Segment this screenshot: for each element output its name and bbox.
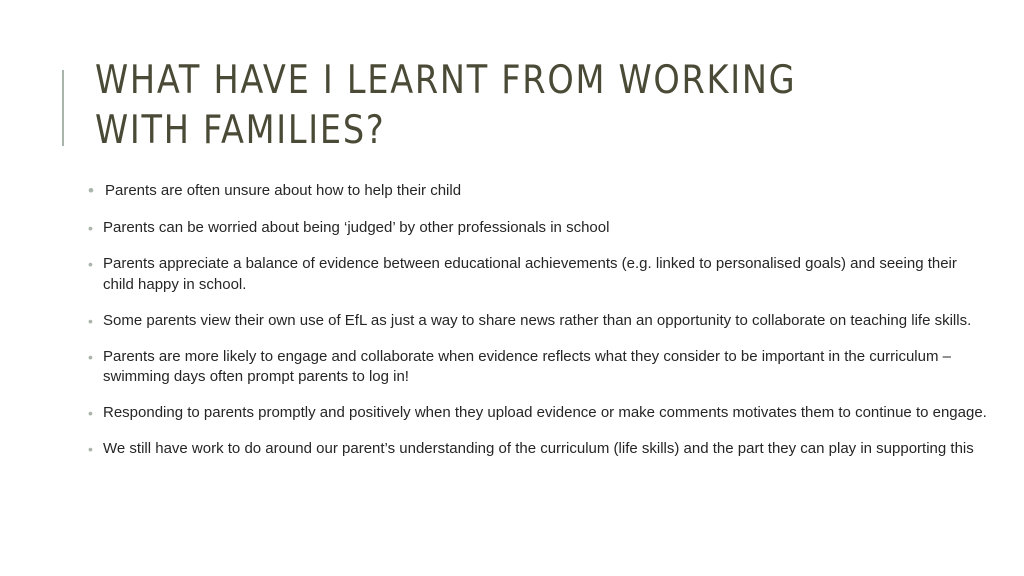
bullet-dot-icon: • — [88, 348, 93, 365]
bullet-dot-icon: • — [88, 441, 93, 457]
bullet-text: Parents can be worried about being ‘judged’ by other professionals in school — [103, 219, 610, 236]
bullet-dot-icon: • — [88, 405, 93, 421]
bullet-item — [88, 311, 988, 332]
bullet-item — [88, 254, 988, 295]
bullet-dot-icon: • — [88, 256, 93, 272]
bullet-dot-icon: • — [88, 312, 93, 329]
bullet-text: We still have work to do around our parent’s understanding of the curriculum (life skills) and the part they can play in supporting this — [103, 440, 974, 457]
bullet-text: Some parents view their own use of EfL as just a way to share news rather than an opportunity to collaborate on teaching life skills. — [103, 311, 972, 329]
bullet-dot-icon: • — [88, 220, 93, 236]
bullet-text: Parents appreciate a balance of evidence between educational achievements (e.g. linked to personalised goals) and seeing their child happy in school. — [103, 255, 957, 293]
bullet-item — [88, 439, 988, 460]
bullet-text: Parents are more likely to engage and collaborate when evidence reflects what they consider to be important in the curriculum – swimming days often prompt parents to log in! — [103, 347, 951, 385]
bullet-item — [88, 403, 988, 424]
bullet-list — [88, 181, 988, 475]
bullet-item — [88, 181, 988, 202]
bullet-dot-icon: • — [88, 181, 94, 200]
bullet-text: Responding to parents promptly and positively when they upload evidence or make comments motivates them to continue to engage. — [103, 404, 987, 421]
bullet-item — [88, 347, 988, 388]
bullet-item — [88, 218, 988, 239]
slide-title: WHAT HAVE I LEARNT FROM WORKING WITH FAMILIES? — [95, 58, 797, 153]
title-accent-bar — [62, 70, 64, 146]
bullet-text: Parents are often unsure about how to help their child — [105, 182, 462, 199]
